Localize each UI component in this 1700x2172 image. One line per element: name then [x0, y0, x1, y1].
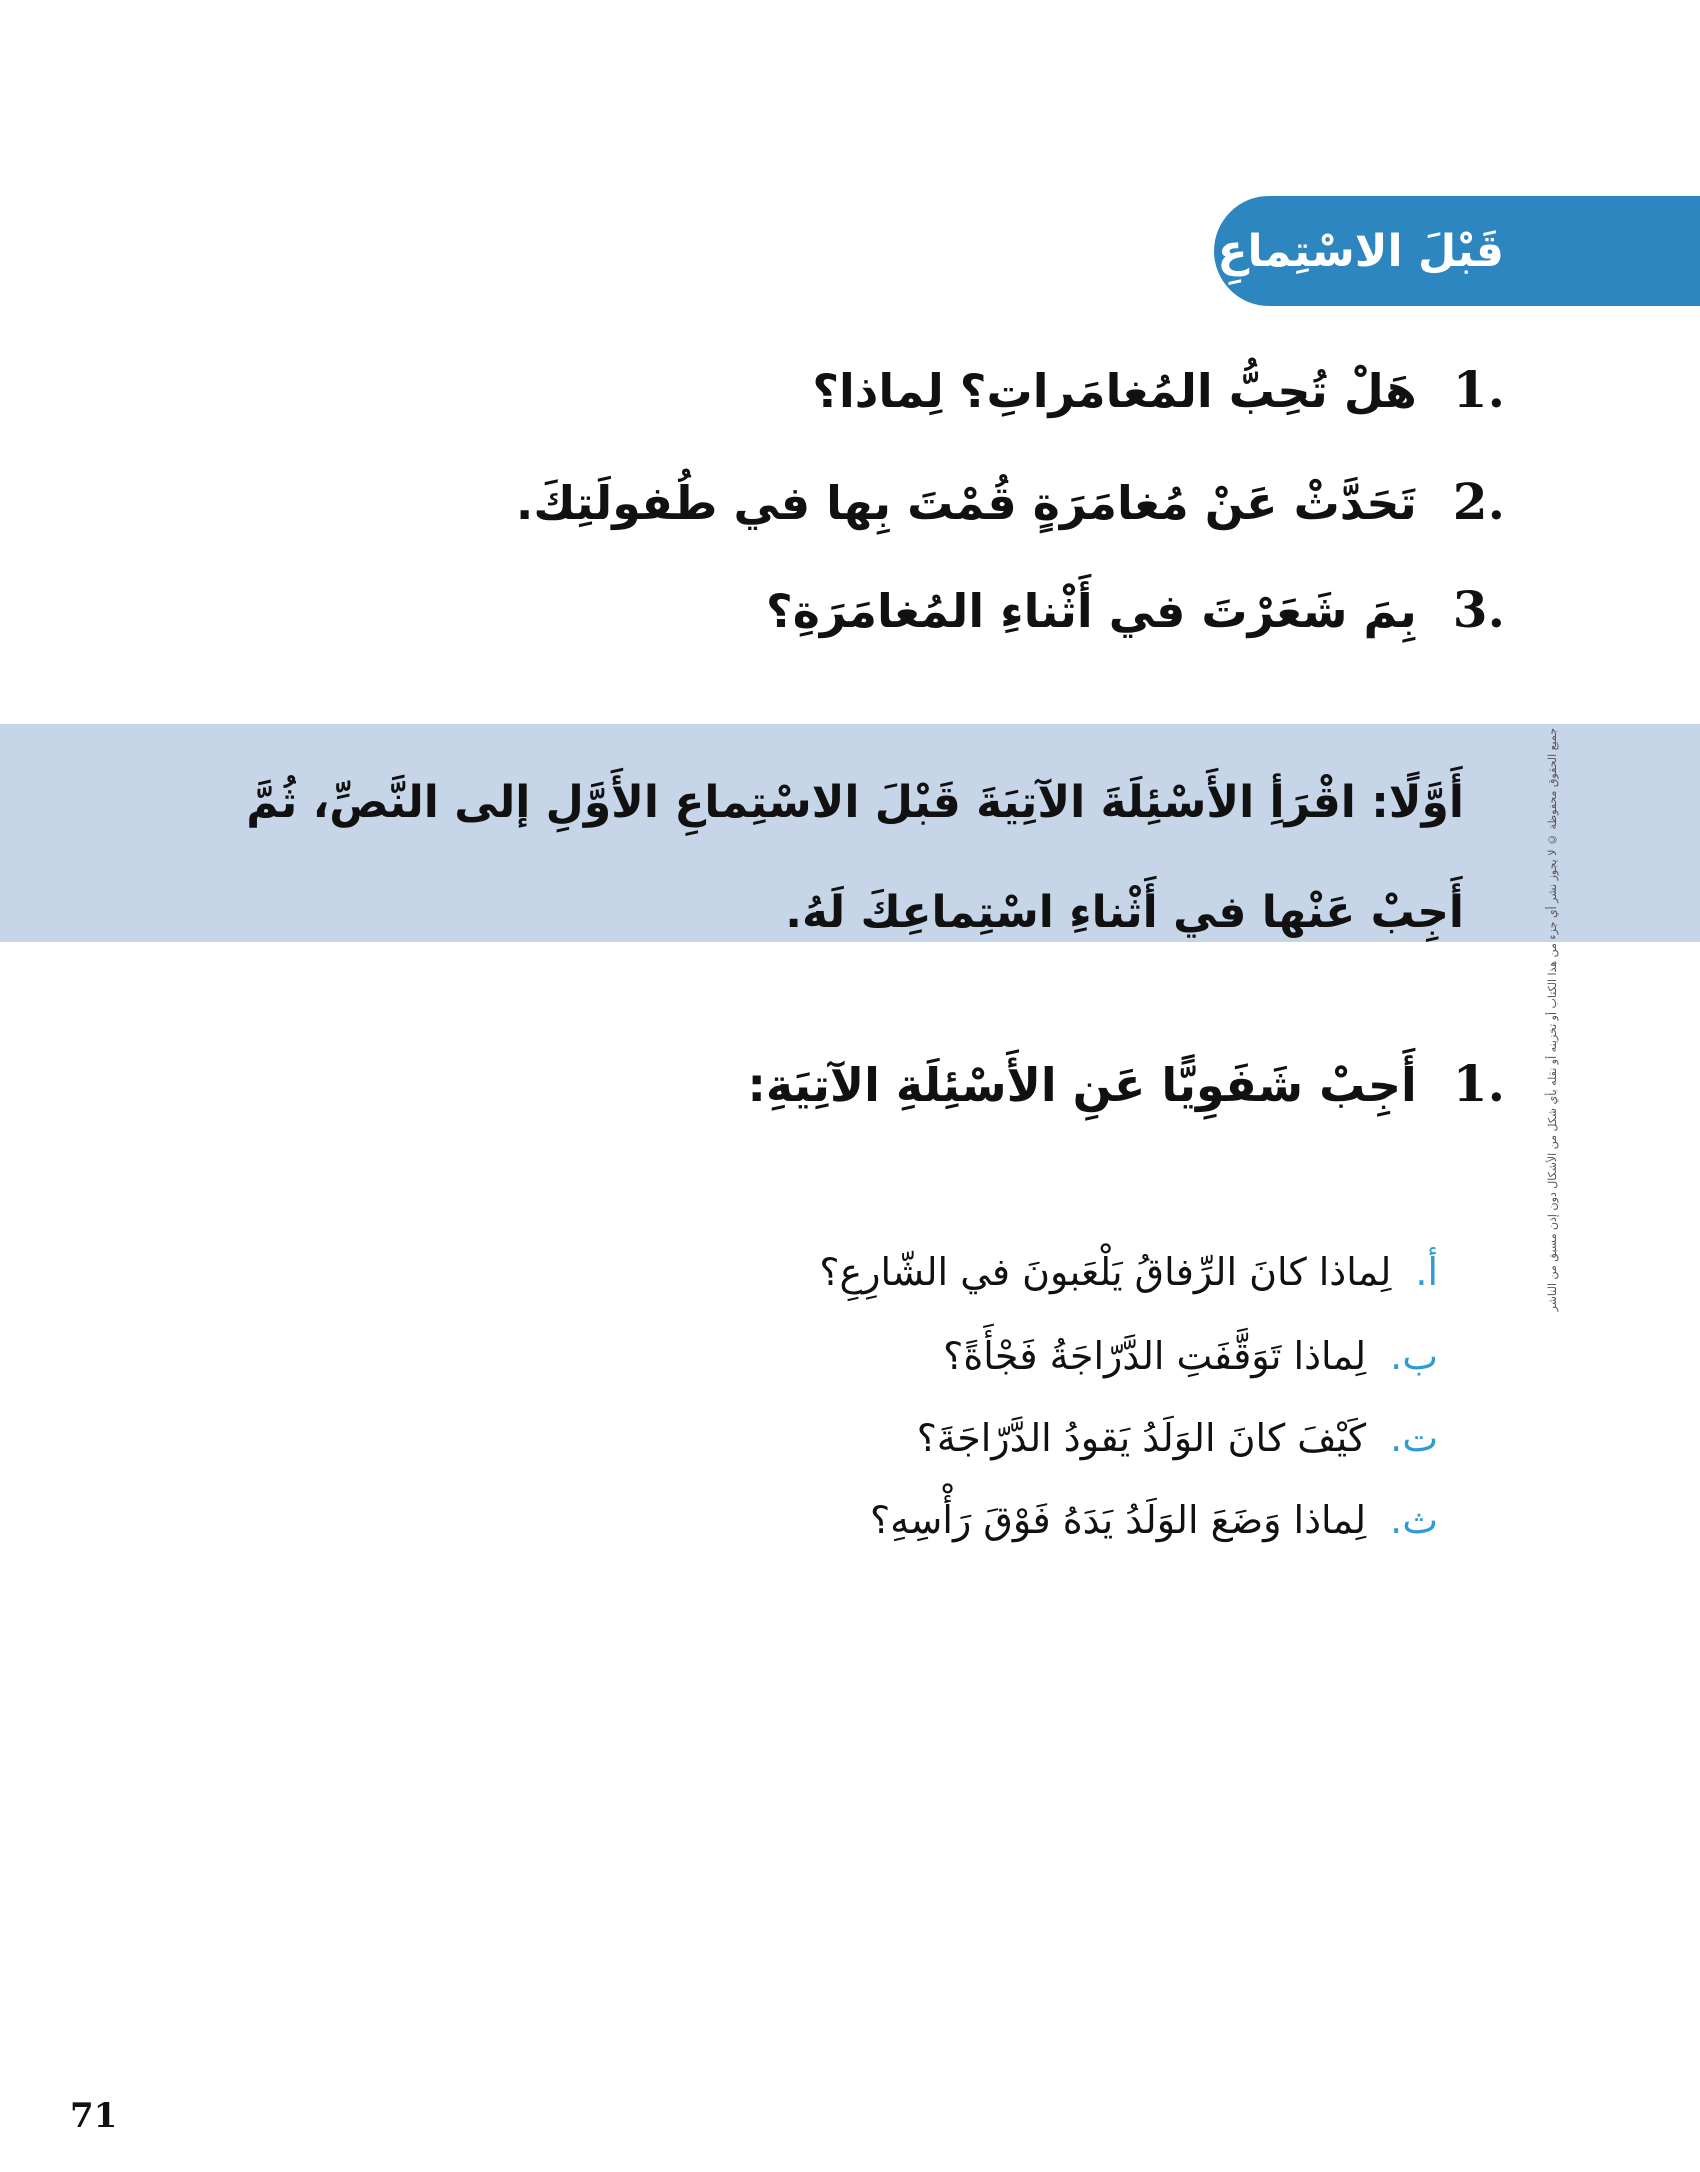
question-number: 3.: [1452, 580, 1505, 639]
sub-question-letter: ت.: [1390, 1416, 1438, 1460]
sub-question-letter: ب.: [1390, 1334, 1438, 1378]
copyright-text: جميع الحقوق محفوظة © لا يجوز نشر أي جزء من هذا الكتاب أو تخزينه أو نقله بأي شكل من الأشكال دون إذن مسبق من الناشر: [1545, 728, 1559, 1312]
sub-question-text: كَيْفَ كانَ الوَلَدُ يَقودُ الدَّرّاجَةَ؟: [916, 1416, 1367, 1460]
question-text: أَجِبْ شَفَوِيًّا عَنِ الأَسْئِلَةِ الآتِيَةِ:: [747, 1058, 1417, 1112]
section-tab: [1199, 196, 1700, 306]
question-text: تَحَدَّثْ عَنْ مُغامَرَةٍ قُمْتَ بِها في طُفولَتِكَ.: [515, 476, 1417, 530]
section-title: قَبْلَ الاسْتِماعِ:: [1199, 225, 1504, 277]
sub-question-text: لِماذا كانَ الرِّفاقُ يَلْعَبونَ في الشّارِعِ؟: [819, 1250, 1392, 1294]
sub-question-letter: ث.: [1390, 1498, 1438, 1542]
sub-question-a: [819, 1250, 1438, 1294]
pre-question-1: [812, 360, 1505, 419]
question-text: هَلْ تُحِبُّ المُغامَراتِ؟ لِماذا؟: [812, 364, 1417, 418]
question-number: 2.: [1452, 472, 1505, 531]
instruction-text: أَوَّلًا: اقْرَأِ الأَسْئِلَةَ الآتِيَةَ قَبْلَ الاسْتِماعِ الأَوَّلِ إلى النَّصِّ، ثُمَّ أَجِبْ عَنْها في أَثْناءِ اسْتِماعِكَ لَهُ.: [246, 777, 1464, 938]
page-number: 71: [70, 2096, 118, 2136]
sub-question-c: [917, 1416, 1438, 1460]
pre-question-3: [766, 580, 1505, 639]
sub-question-letter: أ.: [1415, 1250, 1438, 1294]
sub-question-text: لِماذا تَوَقَّفَتِ الدَّرّاجَةُ فَجْأَةً؟: [943, 1334, 1367, 1378]
copyright-notice: [1544, 380, 1560, 1660]
question-number: 1.: [1452, 1054, 1505, 1113]
sub-question-d: [870, 1498, 1438, 1542]
task-question: [748, 1054, 1506, 1113]
sub-question-b: [943, 1334, 1438, 1378]
question-text: بِمَ شَعَرْتَ في أَثْناءِ المُغامَرَةِ؟: [766, 584, 1417, 638]
sub-question-text: لِماذا وَضَعَ الوَلَدُ يَدَهُ فَوْقَ رَأْسِهِ؟: [870, 1498, 1367, 1542]
pre-question-2: [516, 472, 1505, 531]
question-number: 1.: [1452, 360, 1505, 419]
